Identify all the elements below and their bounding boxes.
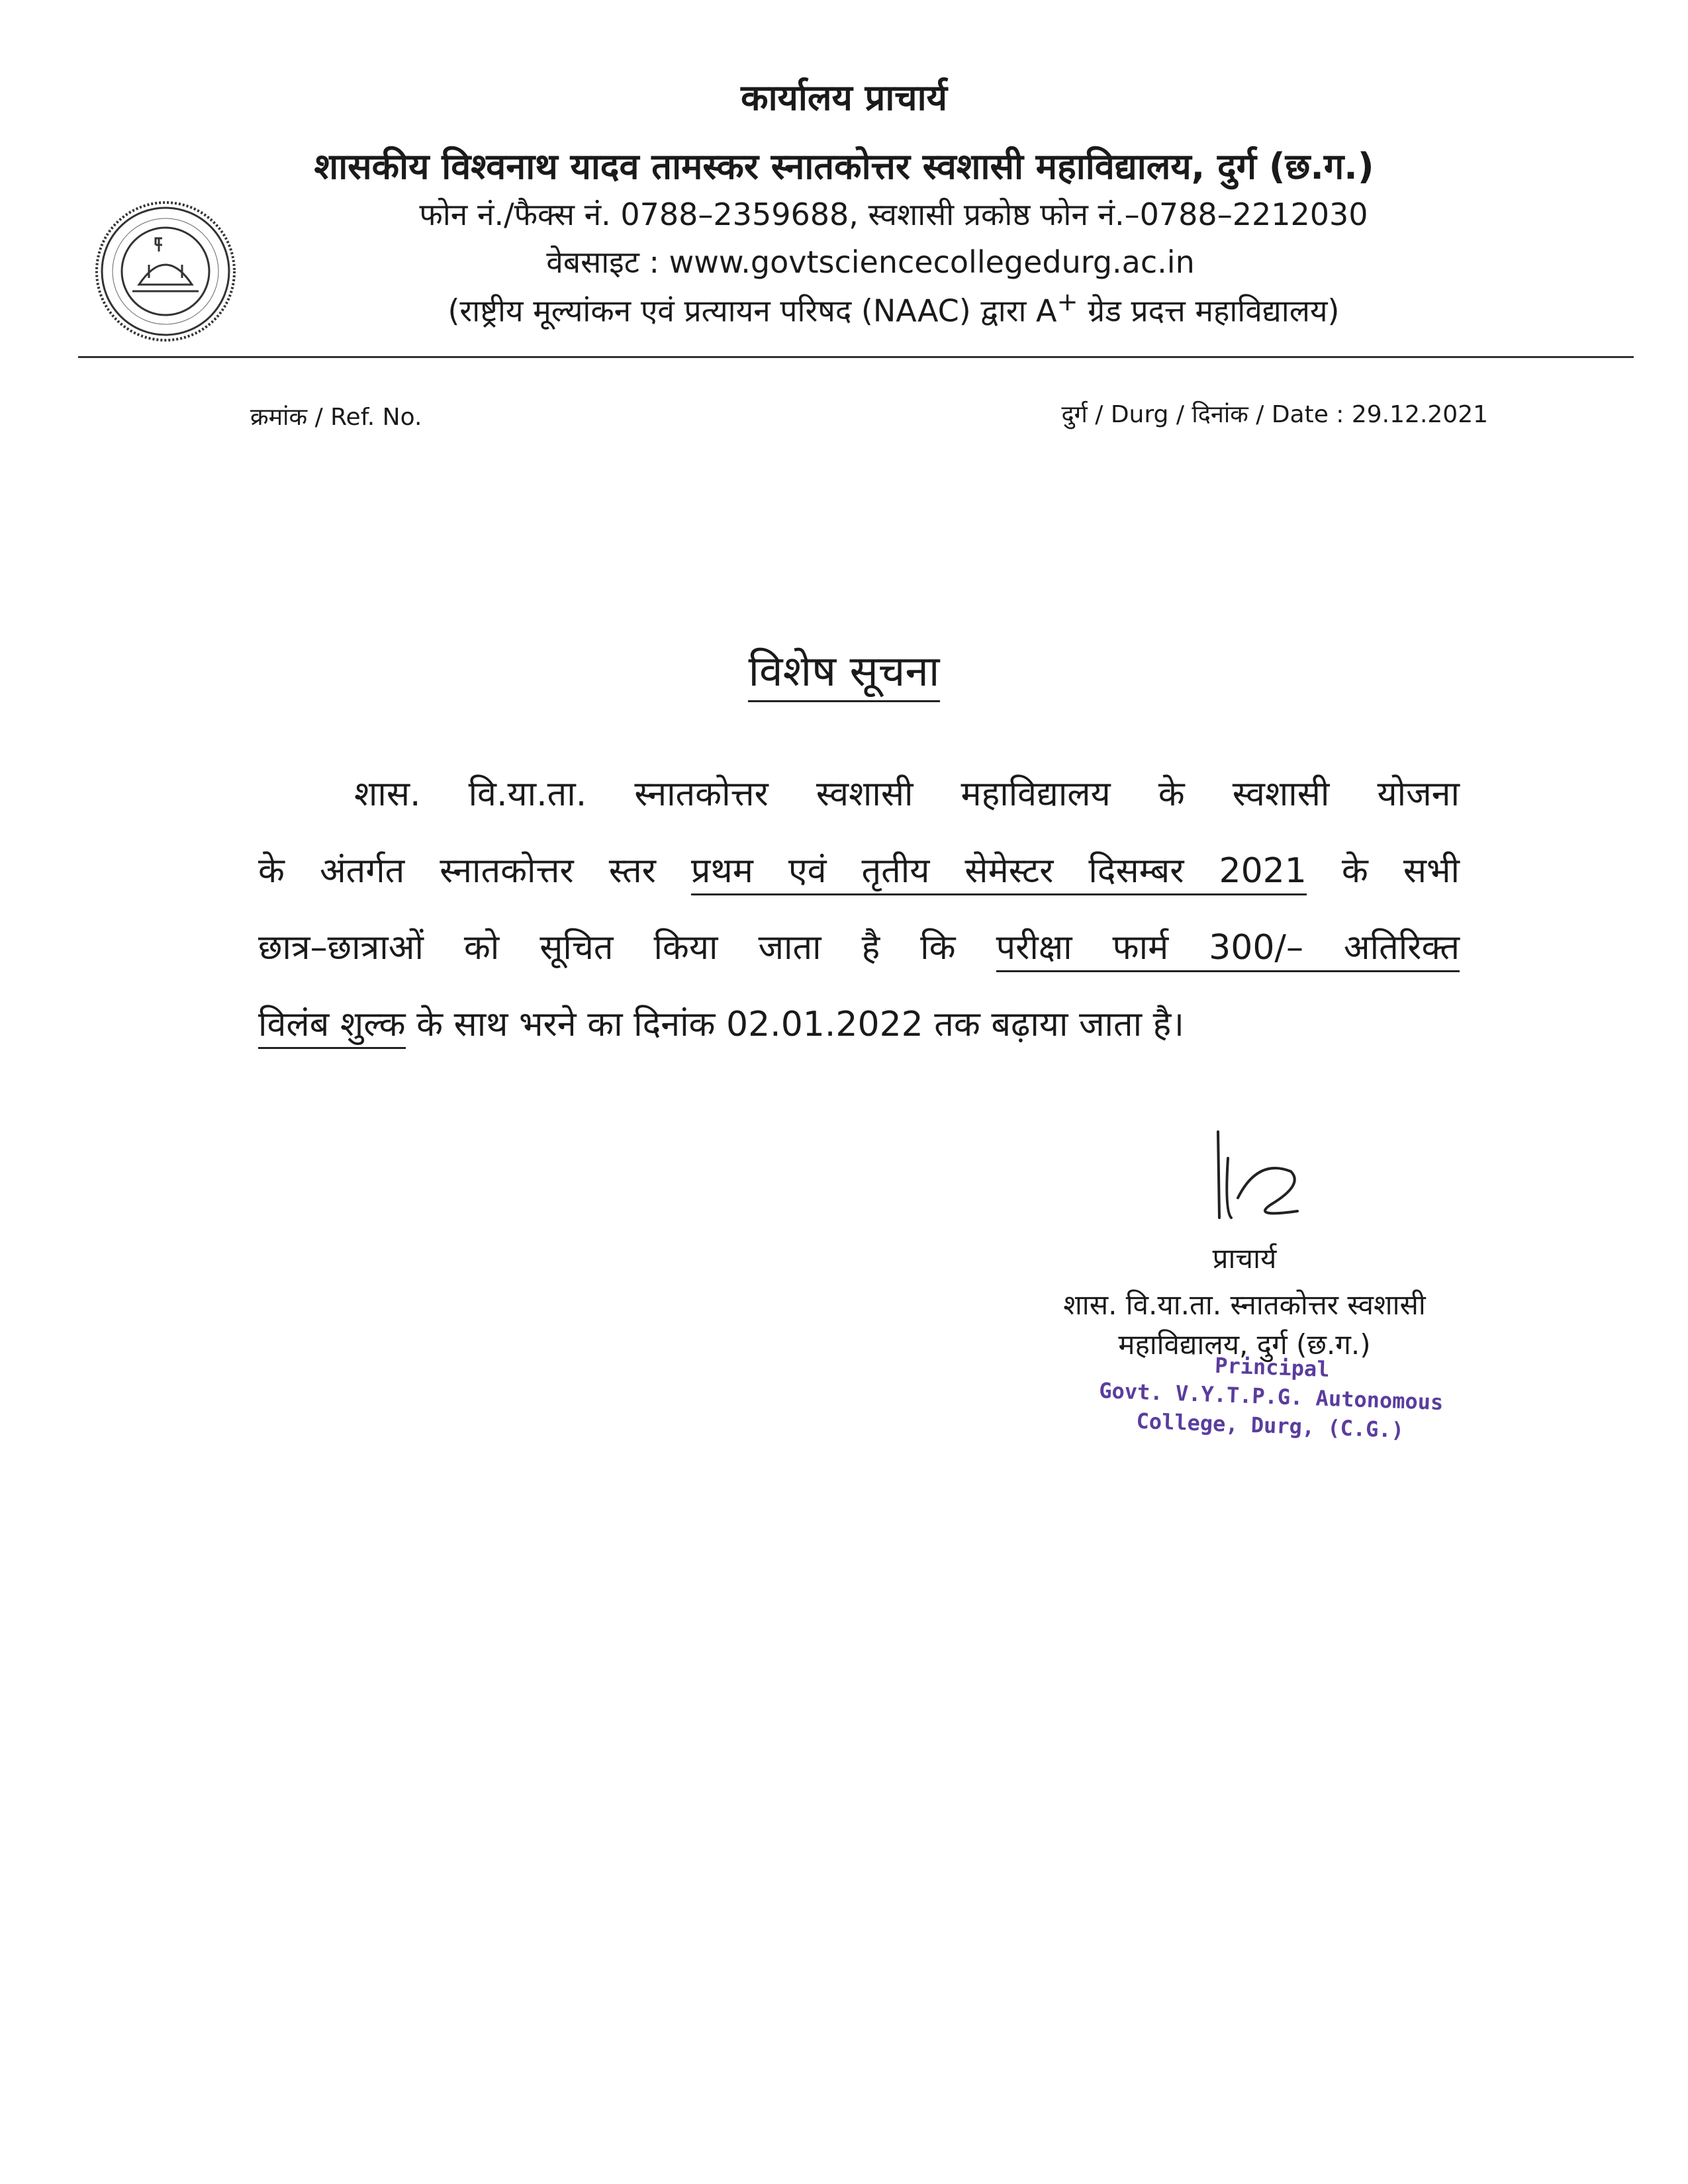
website-url[interactable]: www.govtsciencecollegedurg.ac.in [669,244,1195,280]
notice-line-2 [258,846,1460,893]
notice-line-1: शास. वि.या.ता. स्नातकोत्तर स्वशासी महाविद्यालय के स्वशासी योजना [354,774,1460,814]
notice-line-4-end: के साथ भरने का दिनांक 02.01.2022 तक बढ़ाया जाता है। [405,1005,1184,1044]
late-fee-highlight: विलंब शुल्क [258,1005,406,1049]
stamp-line-3: College, Durg, (C.G.) [1135,1408,1405,1443]
principal-signature-icon [1192,1118,1324,1231]
principal-stamp [1084,1346,1458,1458]
office-title: कार्यालय प्राचार्य [741,77,947,118]
fee-highlight: परीक्षा फार्म 300/– अतिरिक्त [996,928,1460,972]
semester-highlight: प्रथम एवं तृतीय सेमेस्टर दिसम्बर 2021 [691,851,1307,895]
stamp-line-2: Govt. V.Y.T.P.G. Autonomous [1098,1377,1444,1416]
naac-text-end: ग्रेड प्रदत्त महाविद्यालय) [1078,293,1340,329]
signatory-org-line-1: शास. वि.या.ता. स्नातकोत्तर स्वशासी [1063,1289,1426,1321]
signatory-org-line-2: महाविद्यालय, दुर्ग (छ.ग.) [1118,1328,1371,1361]
website-line [0,241,1688,282]
notice-line-4 [258,999,1460,1046]
signatory-title: प्राचार्य [1212,1242,1277,1275]
phone-line: फोन नं./फैक्स नं. 0788–2359688, स्वशासी प्रकोष्ठ फोन नं.–0788–2212030 [419,197,1368,232]
header-divider [78,356,1634,358]
notice-title [0,641,1688,698]
college-name: शासकीय विश्वनाथ यादव तामस्कर स्नातकोत्तर स्वशासी महाविद्यालय, दुर्ग (छ.ग.) [314,146,1374,187]
naac-grade-plus: + [1056,287,1078,317]
notice-line-2-start: के अंतर्गत स्नातकोत्तर स्तर [258,851,656,891]
notice-date: दुर्ग / Durg / दिनांक / Date : 29.12.2021 [1061,401,1488,428]
naac-text: (राष्ट्रीय मूल्यांकन एवं प्रत्यायन परिषद (NAAC) द्वारा A [447,293,1057,329]
ref-number: क्रमांक / Ref. No. [250,404,422,431]
notice-title-text: विशेष सूचना [748,647,939,702]
notice-line-2-end: के सभी [1341,851,1460,891]
naac-line [0,287,1688,330]
stamp-line-1: Principal [1214,1353,1331,1383]
website-label: वेबसाइट : [546,244,660,280]
notice-line-3 [258,923,1460,970]
notice-line-3-start: छात्र–छात्राओं को सूचित किया जाता है कि [258,928,956,968]
